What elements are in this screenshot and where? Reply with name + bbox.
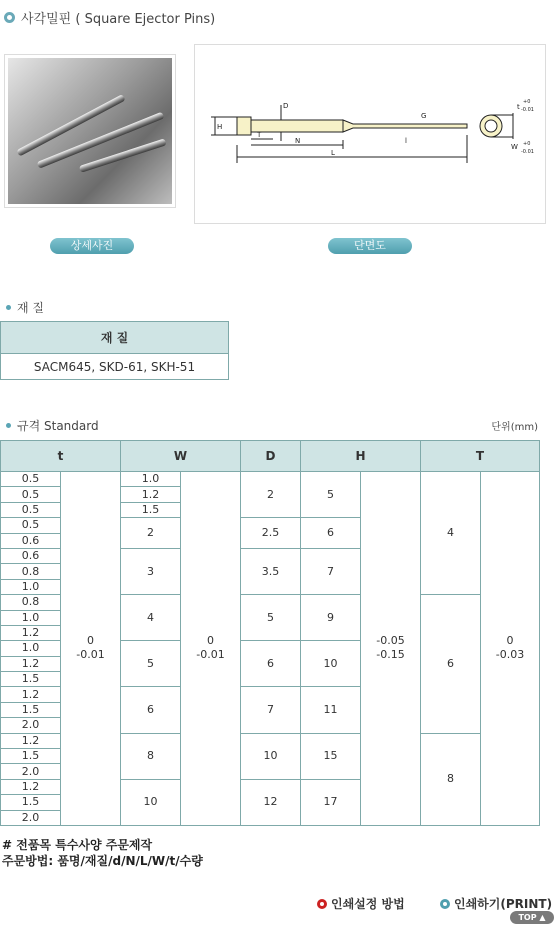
w-cell: 1.2 (121, 487, 181, 502)
t-cell: 1.0 (1, 579, 61, 594)
h-cell: 5 (301, 472, 361, 518)
w-cell: 1.5 (121, 502, 181, 517)
T-cell: 8 (421, 733, 481, 825)
w-cell: 2 (121, 518, 181, 549)
t-cell: 2.0 (1, 810, 61, 825)
label-G: G (421, 112, 427, 120)
d-cell: 7 (241, 687, 301, 733)
label-l: l (405, 137, 407, 145)
d-cell: 6 (241, 641, 301, 687)
h-cell: 6 (301, 518, 361, 549)
t-cell: 1.5 (1, 795, 61, 810)
label-N: N (295, 137, 301, 145)
pin-drawing-svg (195, 45, 545, 223)
w-cell: 4 (121, 595, 181, 641)
col-header-t: t (1, 441, 121, 472)
print-settings-link[interactable]: 인쇄설정 방법 (317, 895, 405, 912)
w-tolerance: 0 -0.01 (181, 472, 241, 826)
t-cell: 0.5 (1, 518, 61, 533)
t-cell: 0.8 (1, 595, 61, 610)
T-cell: 4 (421, 472, 481, 595)
detail-photo-button[interactable]: 상세사진 (50, 238, 134, 254)
section-drawing (194, 44, 546, 224)
col-header-T: T (421, 441, 540, 472)
page-title: 사각밀핀 ( Square Ejector Pins) (21, 12, 216, 27)
h-tolerance: -0.05 -0.15 (361, 472, 421, 826)
t-cell: 1.0 (1, 641, 61, 656)
t-tolerance: 0 -0.01 (61, 472, 121, 826)
print-link[interactable]: 인쇄하기(PRINT) (440, 895, 552, 912)
spec-table (0, 440, 540, 826)
t-cell: 0.5 (1, 487, 61, 502)
t-cell: 1.5 (1, 672, 61, 687)
title-row (4, 8, 215, 27)
material-heading: 재 질 (6, 299, 44, 316)
svg-text:-0.01: -0.01 (521, 107, 534, 113)
svg-text:+0: +0 (523, 99, 531, 105)
label-H: H (217, 123, 223, 131)
col-header-D: D (241, 441, 301, 472)
label-t: t (517, 103, 520, 111)
w-cell: 1.0 (121, 472, 181, 487)
w-cell: 3 (121, 548, 181, 594)
h-cell: 11 (301, 687, 361, 733)
print-icon (440, 899, 450, 909)
col-header-W: W (121, 441, 241, 472)
t-cell: 0.8 (1, 564, 61, 579)
d-cell: 2 (241, 472, 301, 518)
t-cell: 0.5 (1, 502, 61, 517)
note-line-1: # 전품목 특수사양 주문제작 (2, 838, 153, 852)
bullet-ring-icon (4, 12, 15, 23)
h-cell: 17 (301, 779, 361, 825)
t-cell: 2.0 (1, 718, 61, 733)
w-cell: 8 (121, 733, 181, 779)
t-cell: 1.2 (1, 656, 61, 671)
h-cell: 7 (301, 548, 361, 594)
note-line-2: 주문방법: 품명/재질/d/N/L/W/t/수량 (2, 854, 203, 868)
h-cell: 9 (301, 595, 361, 641)
section-view-button[interactable]: 단면도 (328, 238, 412, 254)
top-button[interactable]: TOP ▲ (510, 911, 554, 924)
t-cell: 1.0 (1, 610, 61, 625)
t-cell: 1.2 (1, 687, 61, 702)
label-D: D (283, 102, 289, 110)
label-W: W (511, 143, 518, 151)
t-cell: 1.2 (1, 779, 61, 794)
col-header-H: H (301, 441, 421, 472)
label-T: T (257, 131, 262, 139)
w-cell: 10 (121, 779, 181, 825)
svg-text:+0: +0 (523, 141, 531, 147)
material-table-header: 재 질 (1, 322, 229, 354)
order-notes (2, 837, 203, 869)
spec-heading: 규격 Standard (6, 417, 99, 434)
product-photo (8, 58, 172, 204)
w-cell: 6 (121, 687, 181, 733)
h-cell: 15 (301, 733, 361, 779)
t-cell: 1.2 (1, 733, 61, 748)
d-cell: 12 (241, 779, 301, 825)
material-table (0, 321, 229, 380)
t-cell: 0.5 (1, 472, 61, 487)
bullet-dot-icon (6, 305, 11, 310)
t-cell: 2.0 (1, 764, 61, 779)
material-value: SACM645, SKD-61, SKH-51 (1, 354, 229, 380)
d-cell: 10 (241, 733, 301, 779)
t-cell: 1.5 (1, 749, 61, 764)
w-cell: 5 (121, 641, 181, 687)
product-photo-frame (4, 54, 176, 208)
t-cell: 1.5 (1, 702, 61, 717)
t-cell: 1.2 (1, 625, 61, 640)
d-cell: 3.5 (241, 548, 301, 594)
print-settings-icon (317, 899, 327, 909)
h-cell: 10 (301, 641, 361, 687)
bullet-dot-icon (6, 423, 11, 428)
d-cell: 5 (241, 595, 301, 641)
T-tolerance: 0 -0.03 (481, 472, 540, 826)
d-cell: 2.5 (241, 518, 301, 549)
label-L: L (331, 149, 335, 157)
T-cell: 6 (421, 595, 481, 734)
t-cell: 0.6 (1, 533, 61, 548)
svg-text:-0.01: -0.01 (521, 149, 534, 155)
t-cell: 0.6 (1, 548, 61, 563)
unit-label: 단위(mm) (491, 422, 538, 433)
